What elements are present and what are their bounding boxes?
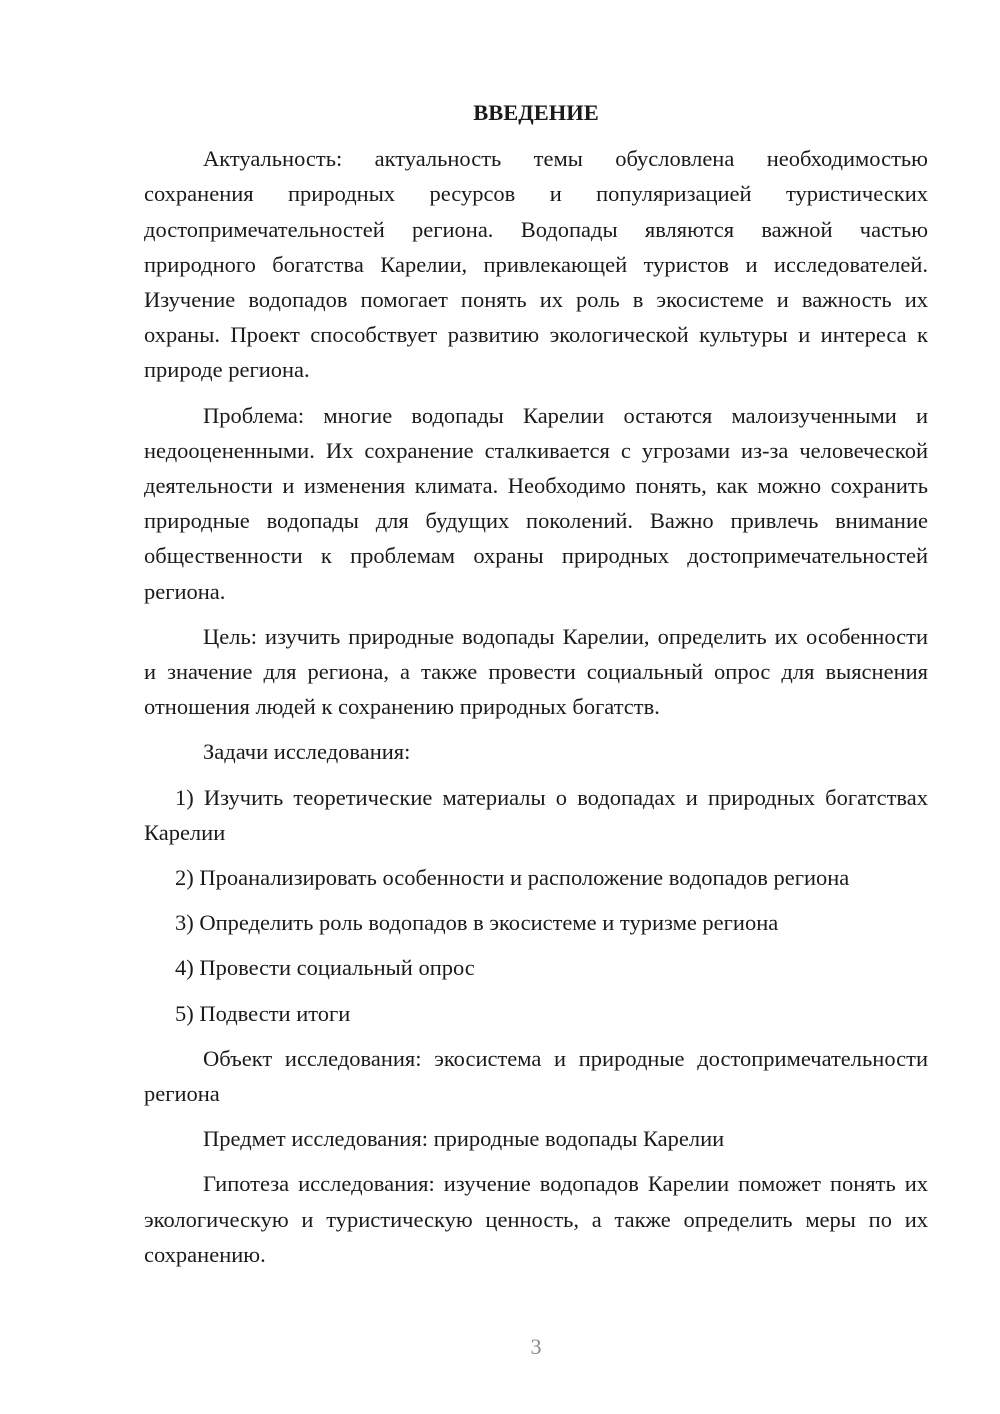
section-title: ВВЕДЕНИЕ [473, 100, 599, 125]
page-content [144, 95, 928, 1282]
task-item: 3) Определить роль водопадов в экосистеме и туризме региона [175, 910, 779, 936]
task-item: 1) Изучить теоретические материалы о водопадах и природных богатствах Карелии [144, 784, 928, 845]
paragraph-subject: Предмет исследования: природные водопады Карелии [203, 1126, 725, 1152]
paragraph-tasks-heading: Задачи исследования: [203, 739, 411, 765]
paragraph-object: Объект исследования: экосистема и природные достопримечательности региона [144, 1045, 928, 1107]
task-item: 4) Провести социальный опрос [175, 955, 475, 981]
page-number: 3 [530, 1334, 542, 1359]
paragraph-problem: Проблема: многие водопады Карелии остаются малоизученными и недооцененными. Их сохранение сталкивается с угрозами из-за человеческой деятельности и изменения климата. Необходимо понять, как можно сохранить природные водопады для будущих поколений. Важно привлечь внимание общественности к проблемам охраны природных достопримечательностей региона. [144, 402, 928, 604]
task-item: 2) Проанализировать особенности и расположение водопадов региона [175, 865, 850, 891]
paragraph-goal: Цель: изучить природные водопады Карелии, определить их особенности и значение для региона, а также провести социальный опрос для выяснения отношения людей к сохранению природных богатств. [144, 623, 928, 720]
paragraph-relevance: Актуальность: актуальность темы обусловлена необходимостью сохранения природных ресурсов и популяризацией туристических достопримечательностей региона. Водопады являются важной частью природного богатства Карелии, привлекающей туристов и исследователей. Изучение водопадов помогает понять их роль в экосистеме и важность их охраны. Проект способствует развитию экологической культуры и интереса к природе региона. [144, 146, 928, 383]
paragraph-hypothesis: Гипотеза исследования: изучение водопадов Карелии поможет понять их экологическую и туристическую ценность, а также определить меры по их сохранению. [144, 1171, 928, 1267]
task-item: 5) Подвести итоги [175, 1000, 351, 1026]
